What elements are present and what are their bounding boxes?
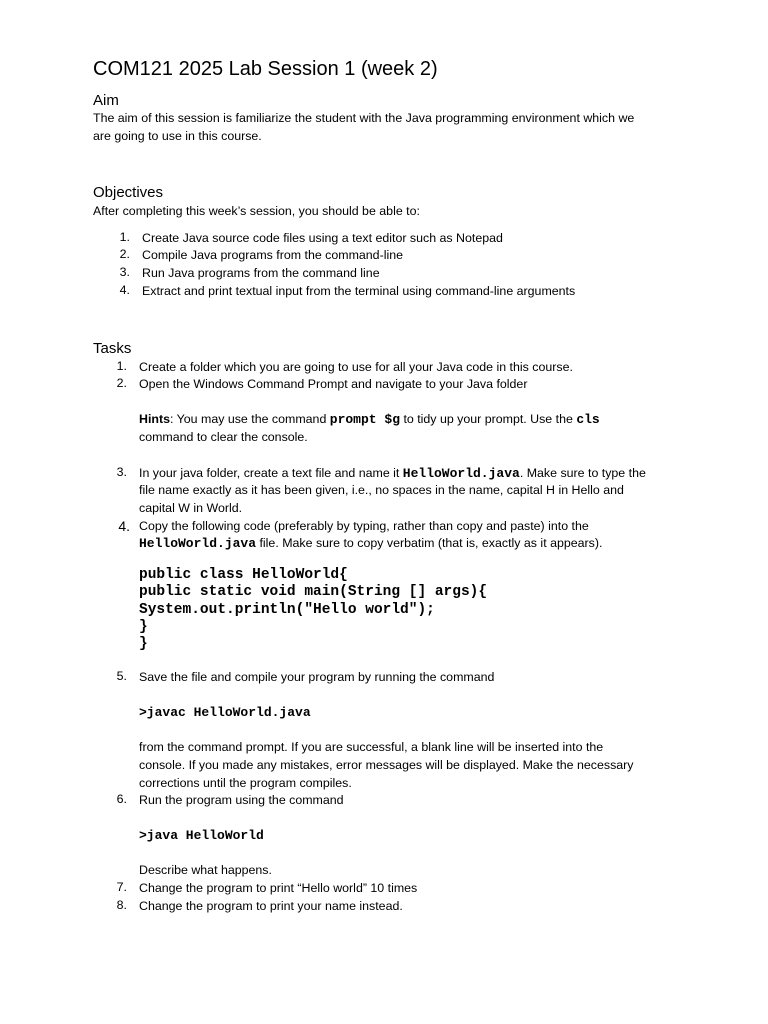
hint-text: : You may use the command bbox=[169, 412, 330, 426]
code-line: System.out.println("Hello world"); bbox=[139, 602, 435, 618]
task-4-line-1: Copy the following code (preferably by typing, rather than copy and paste) into the bbox=[139, 519, 589, 533]
hint-code-prompt: prompt $g bbox=[329, 412, 400, 427]
task-3-text: In your java folder, create a text file and name it bbox=[139, 466, 403, 480]
task-number: 7. bbox=[116, 880, 127, 894]
list-item: Compile Java programs from the command-line bbox=[142, 248, 403, 262]
task-3-text: . Make sure to type the bbox=[519, 466, 646, 480]
task-number: 4. bbox=[118, 518, 130, 534]
tasks-heading: Tasks bbox=[93, 340, 132, 357]
task-8-text: Change the program to print your name instead. bbox=[139, 899, 403, 913]
java-run-command: >java HelloWorld bbox=[139, 828, 264, 843]
task-3-line-1 bbox=[139, 465, 646, 483]
objective-number: 3. bbox=[119, 265, 130, 279]
task-1-text: Create a folder which you are going to use for all your Java code in this course. bbox=[139, 360, 573, 374]
hint-line-1 bbox=[139, 411, 600, 429]
hint-label: Hints bbox=[139, 412, 170, 426]
list-item: Run Java programs from the command line bbox=[142, 266, 380, 280]
filename-code: HelloWorld.java bbox=[402, 466, 520, 481]
describe-text: Describe what happens. bbox=[139, 863, 272, 877]
hint-line-2: command to clear the console. bbox=[139, 430, 308, 444]
list-item: Create Java source code files using a text editor such as Notepad bbox=[142, 231, 503, 245]
list-item: Extract and print textual input from the terminal using command-line arguments bbox=[142, 284, 576, 298]
objectives-heading: Objectives bbox=[93, 184, 164, 201]
task-5-text: Save the file and compile your program by running the command bbox=[139, 670, 495, 684]
task-3-line-2: file name exactly as it has been given, i.e., no spaces in the name, capital H in Hello and bbox=[139, 483, 624, 497]
aim-line-1: The aim of this session is familiarize the student with the Java programming environment which we bbox=[93, 111, 635, 125]
code-line: } bbox=[139, 636, 148, 652]
code-line: public static void main(String [] args){ bbox=[139, 584, 488, 600]
task-6-text: Run the program using the command bbox=[139, 793, 344, 807]
task-number: 6. bbox=[116, 792, 127, 806]
aim-line-2: are going to use in this course. bbox=[93, 129, 262, 143]
objective-number: 2. bbox=[119, 247, 130, 261]
task-2-text: Open the Windows Command Prompt and navigate to your Java folder bbox=[139, 377, 528, 391]
objectives-intro: After completing this week’s session, you should be able to: bbox=[93, 204, 420, 218]
task-5-after-line-2: console. If you made any mistakes, error messages will be displayed. Make the necessary bbox=[139, 758, 634, 772]
task-5-after-line-3: corrections until the program compiles. bbox=[139, 776, 352, 790]
hint-code-cls: cls bbox=[576, 412, 600, 427]
task-number: 5. bbox=[116, 669, 127, 683]
hint-text: to tidy up your prompt. Use the bbox=[400, 412, 577, 426]
task-number: 8. bbox=[116, 898, 127, 912]
objective-number: 1. bbox=[119, 230, 130, 244]
task-number: 3. bbox=[116, 465, 127, 479]
task-5-after-line-1: from the command prompt. If you are successful, a blank line will be inserted into the bbox=[139, 740, 604, 754]
code-line: } bbox=[139, 619, 148, 635]
objective-number: 4. bbox=[119, 283, 130, 297]
code-line: public class HelloWorld{ bbox=[139, 567, 348, 583]
javac-command: >javac HelloWorld.java bbox=[139, 705, 311, 720]
task-7-text: Change the program to print “Hello world” 10 times bbox=[139, 881, 418, 895]
task-4-text: file. Make sure to copy verbatim (that is, exactly as it appears). bbox=[256, 536, 603, 550]
task-4-line-2 bbox=[139, 535, 602, 553]
task-3-line-3: capital W in World. bbox=[139, 501, 243, 515]
aim-heading: Aim bbox=[93, 92, 119, 109]
filename-code: HelloWorld.java bbox=[139, 536, 257, 551]
task-number: 1. bbox=[116, 359, 127, 373]
page-title: COM121 2025 Lab Session 1 (week 2) bbox=[93, 58, 438, 80]
task-number: 2. bbox=[116, 376, 127, 390]
